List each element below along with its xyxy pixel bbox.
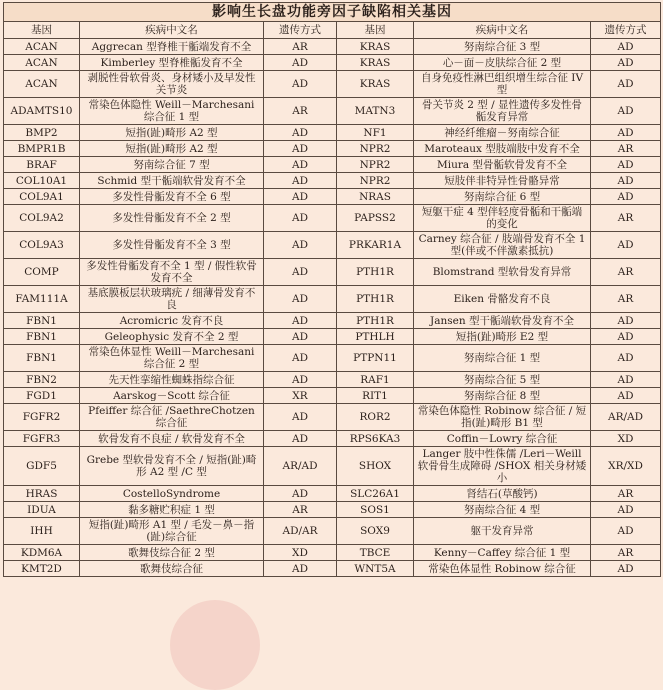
inheritance-left-cell: AD [264,205,337,232]
disease-right-cell: 努南综合征 8 型 [414,388,591,404]
inheritance-right-cell: AD [591,388,661,404]
gene-left-cell: COL9A1 [4,189,80,205]
gene-right-cell: NPR2 [337,173,414,189]
gene-left-cell: COL9A3 [4,232,80,259]
inheritance-right-cell: AD [591,71,661,98]
table-row [4,98,661,125]
inheritance-right-cell: AD [591,173,661,189]
header-row [4,22,661,39]
header-disease-right: 疾病中文名 [414,22,591,39]
inheritance-right-cell: XR/XD [591,447,661,486]
table-row [4,431,661,447]
header-disease-left: 疾病中文名 [80,22,264,39]
disease-left-cell: Aggrecan 型脊椎干骺端发育不全 [80,39,264,55]
gene-left-cell: FBN1 [4,329,80,345]
table-row [4,173,661,189]
gene-left-cell: COL10A1 [4,173,80,189]
disease-left-cell: Kimberley 型脊椎骺发育不全 [80,55,264,71]
gene-right-cell: PTH1R [337,259,414,286]
table-row [4,141,661,157]
gene-left-cell: KDM6A [4,545,80,561]
inheritance-right-cell: XD [591,431,661,447]
disease-left-cell: 短指(趾)畸形 A2 型 [80,141,264,157]
gene-right-cell: KRAS [337,55,414,71]
disease-left-cell: Geleophysic 发育不全 2 型 [80,329,264,345]
table-row [4,329,661,345]
gene-right-cell: RAF1 [337,372,414,388]
table-title: 影响生长盘功能旁因子缺陷相关基因 [4,3,661,22]
gene-left-cell: IDUA [4,502,80,518]
table-row [4,502,661,518]
gene-left-cell: IHH [4,518,80,545]
disease-left-cell: 多发性骨骺发育不全 2 型 [80,205,264,232]
inheritance-left-cell: AR [264,98,337,125]
gene-left-cell: COMP [4,259,80,286]
inheritance-right-cell: AD [591,125,661,141]
header-inheritance-right: 遗传方式 [591,22,661,39]
disease-right-cell: 骨关节炎 2 型 / 显性遗传多发性骨骺发育异常 [414,98,591,125]
inheritance-right-cell: AD [591,55,661,71]
inheritance-left-cell: AD [264,189,337,205]
disease-right-cell: Eiken 骨骼发育不良 [414,286,591,313]
disease-left-cell: 剥脱性骨软骨炎、身材矮小及早发性关节炎 [80,71,264,98]
gene-left-cell: GDF5 [4,447,80,486]
gene-right-cell: SHOX [337,447,414,486]
disease-left-cell: Schmid 型干骺端软骨发育不全 [80,173,264,189]
disease-right-cell: 肾结石(草酸钙) [414,486,591,502]
gene-right-cell: PAPSS2 [337,205,414,232]
inheritance-right-cell: AD [591,561,661,577]
disease-right-cell: 努南综合征 5 型 [414,372,591,388]
inheritance-left-cell: AD [264,259,337,286]
disease-left-cell: 常染色体显性 Weill－Marchesani 综合征 2 型 [80,345,264,372]
gene-left-cell: FGFR3 [4,431,80,447]
inheritance-right-cell: AD [591,502,661,518]
disease-right-cell: 常染色体显性 Robinow 综合征 [414,561,591,577]
inheritance-left-cell: AD [264,486,337,502]
gene-right-cell: NPR2 [337,157,414,173]
table-row [4,561,661,577]
inheritance-right-cell: AD [591,39,661,55]
table-row [4,545,661,561]
inheritance-right-cell: AD [591,329,661,345]
inheritance-right-cell: AD [591,157,661,173]
inheritance-right-cell: AD [591,313,661,329]
table-row [4,286,661,313]
table-row [4,345,661,372]
table-row [4,71,661,98]
inheritance-right-cell: AD [591,345,661,372]
disease-right-cell: 努南综合征 6 型 [414,189,591,205]
disease-right-cell: Kenny－Caffey 综合征 1 型 [414,545,591,561]
disease-right-cell: Langer 肢中性侏儒 /Leri－Weill 软骨骨生成障碍 /SHOX 相关身材矮小 [414,447,591,486]
disease-left-cell: 歌舞伎综合征 2 型 [80,545,264,561]
disease-right-cell: Jansen 型干骺端软骨发育不全 [414,313,591,329]
gene-right-cell: SOX9 [337,518,414,545]
table-row [4,205,661,232]
inheritance-left-cell: AD [264,173,337,189]
table-row [4,313,661,329]
inheritance-left-cell: XR [264,388,337,404]
gene-right-cell: TBCE [337,545,414,561]
disease-left-cell: 软骨发育不良症 / 软骨发育不全 [80,431,264,447]
inheritance-left-cell: AD [264,286,337,313]
gene-right-cell: PTHLH [337,329,414,345]
gene-left-cell: FGFR2 [4,404,80,431]
disease-left-cell: 歌舞伎综合征 [80,561,264,577]
disease-right-cell: 自身免疫性淋巴组织增生综合征 IV 型 [414,71,591,98]
disease-right-cell: 短躯干症 4 型伴轻度骨骺和干骺端的变化 [414,205,591,232]
table-row [4,157,661,173]
gene-left-cell: FAM111A [4,286,80,313]
disease-left-cell: Acromicric 发育不良 [80,313,264,329]
inheritance-right-cell: AR [591,205,661,232]
disease-right-cell: 努南综合征 1 型 [414,345,591,372]
disease-right-cell: 努南综合征 4 型 [414,502,591,518]
disease-right-cell: Blomstrand 型软骨发育异常 [414,259,591,286]
inheritance-right-cell: AD [591,232,661,259]
gene-right-cell: NF1 [337,125,414,141]
gene-left-cell: FBN1 [4,345,80,372]
table-row [4,39,661,55]
inheritance-left-cell: XD [264,545,337,561]
gene-right-cell: NRAS [337,189,414,205]
disease-right-cell: 神经纤维瘤－努南综合征 [414,125,591,141]
gene-right-cell: PRKAR1A [337,232,414,259]
gene-left-cell: ACAN [4,55,80,71]
inheritance-left-cell: AD [264,125,337,141]
header-gene-left: 基因 [4,22,80,39]
inheritance-left-cell: AD [264,561,337,577]
gene-left-cell: COL9A2 [4,205,80,232]
inheritance-left-cell: AD [264,329,337,345]
inheritance-left-cell: AR [264,502,337,518]
disease-left-cell: 黏多糖贮积症 1 型 [80,502,264,518]
gene-left-cell: BMP2 [4,125,80,141]
inheritance-right-cell: AR/AD [591,404,661,431]
inheritance-left-cell: AD [264,431,337,447]
inheritance-left-cell: AD [264,232,337,259]
gene-right-cell: WNT5A [337,561,414,577]
disease-left-cell: Pfeiffer 综合征 /SaethreChotzen 综合征 [80,404,264,431]
inheritance-left-cell: AD [264,345,337,372]
inheritance-right-cell: AR [591,286,661,313]
inheritance-right-cell: AR [591,141,661,157]
disease-right-cell: 躯干发育异常 [414,518,591,545]
disease-left-cell: 短指(趾)畸形 A2 型 [80,125,264,141]
gene-left-cell: HRAS [4,486,80,502]
inheritance-right-cell: AR [591,259,661,286]
gene-left-cell: BMPR1B [4,141,80,157]
gene-right-cell: RPS6KA3 [337,431,414,447]
table-row [4,404,661,431]
gene-right-cell: PTPN11 [337,345,414,372]
inheritance-left-cell: AD/AR [264,518,337,545]
inheritance-right-cell: AD [591,189,661,205]
inheritance-left-cell: AR [264,39,337,55]
gene-left-cell: FBN1 [4,313,80,329]
gene-table [3,2,661,577]
table-row [4,486,661,502]
disease-left-cell: 多发性骨骺发育不全 1 型 / 假性软骨发育不全 [80,259,264,286]
gene-left-cell: ACAN [4,71,80,98]
gene-right-cell: KRAS [337,71,414,98]
disease-left-cell: Aarskog－Scott 综合征 [80,388,264,404]
table-row [4,189,661,205]
table-row [4,232,661,259]
gene-left-cell: FBN2 [4,372,80,388]
gene-left-cell: KMT2D [4,561,80,577]
table-row [4,55,661,71]
disease-right-cell: 短指(趾)畸形 E2 型 [414,329,591,345]
disease-right-cell: 常染色体隐性 Robinow 综合征 / 短指(趾)畸形 B1 型 [414,404,591,431]
background-decoration [170,600,260,690]
header-inheritance-left: 遗传方式 [264,22,337,39]
inheritance-left-cell: AD [264,55,337,71]
inheritance-right-cell: AD [591,372,661,388]
inheritance-left-cell: AD [264,157,337,173]
gene-left-cell: ADAMTS10 [4,98,80,125]
inheritance-right-cell: AD [591,518,661,545]
disease-left-cell: 努南综合征 7 型 [80,157,264,173]
gene-right-cell: RIT1 [337,388,414,404]
inheritance-left-cell: AD [264,372,337,388]
table-row [4,259,661,286]
disease-right-cell: Coffin－Lowry 综合征 [414,431,591,447]
disease-right-cell: 心－面－皮肤综合征 2 型 [414,55,591,71]
disease-left-cell: CostelloSyndrome [80,486,264,502]
gene-right-cell: MATN3 [337,98,414,125]
table-row [4,447,661,486]
table-row [4,125,661,141]
table-row [4,388,661,404]
table-row [4,518,661,545]
gene-left-cell: BRAF [4,157,80,173]
inheritance-right-cell: AR [591,486,661,502]
disease-left-cell: 先天性挛缩性蜘蛛指综合征 [80,372,264,388]
gene-right-cell: PTH1R [337,313,414,329]
disease-left-cell: 基底膜板层状玻璃疣 / 细薄骨发育不良 [80,286,264,313]
disease-left-cell: Grebe 型软骨发育不全 / 短指(趾)畸形 A2 型 /C 型 [80,447,264,486]
inheritance-right-cell: AR [591,545,661,561]
gene-right-cell: SOS1 [337,502,414,518]
disease-left-cell: 短指(趾)畸形 A1 型 / 毛发－鼻－指(趾)综合征 [80,518,264,545]
disease-right-cell: 短肢伴非特异性骨骼异常 [414,173,591,189]
disease-left-cell: 多发性骨骺发育不全 6 型 [80,189,264,205]
gene-right-cell: ROR2 [337,404,414,431]
disease-right-cell: Maroteaux 型肢端肢中发育不全 [414,141,591,157]
gene-right-cell: PTH1R [337,286,414,313]
disease-right-cell: Miura 型骨骺软骨发育不全 [414,157,591,173]
gene-right-cell: NPR2 [337,141,414,157]
inheritance-left-cell: AD [264,313,337,329]
gene-right-cell: SLC26A1 [337,486,414,502]
inheritance-left-cell: AR/AD [264,447,337,486]
table-row [4,372,661,388]
disease-left-cell: 多发性骨骺发育不全 3 型 [80,232,264,259]
header-gene-right: 基因 [337,22,414,39]
inheritance-left-cell: AD [264,71,337,98]
gene-left-cell: FGD1 [4,388,80,404]
gene-left-cell: ACAN [4,39,80,55]
table-body [4,39,661,577]
inheritance-left-cell: AD [264,141,337,157]
disease-right-cell: 努南综合征 3 型 [414,39,591,55]
disease-right-cell: Carney 综合征 / 肢端骨发育不全 1 型(伴或不伴激素抵抗) [414,232,591,259]
inheritance-right-cell: AD [591,98,661,125]
inheritance-left-cell: AD [264,404,337,431]
gene-right-cell: KRAS [337,39,414,55]
disease-left-cell: 常染色体隐性 Weill－Marchesani 综合征 1 型 [80,98,264,125]
